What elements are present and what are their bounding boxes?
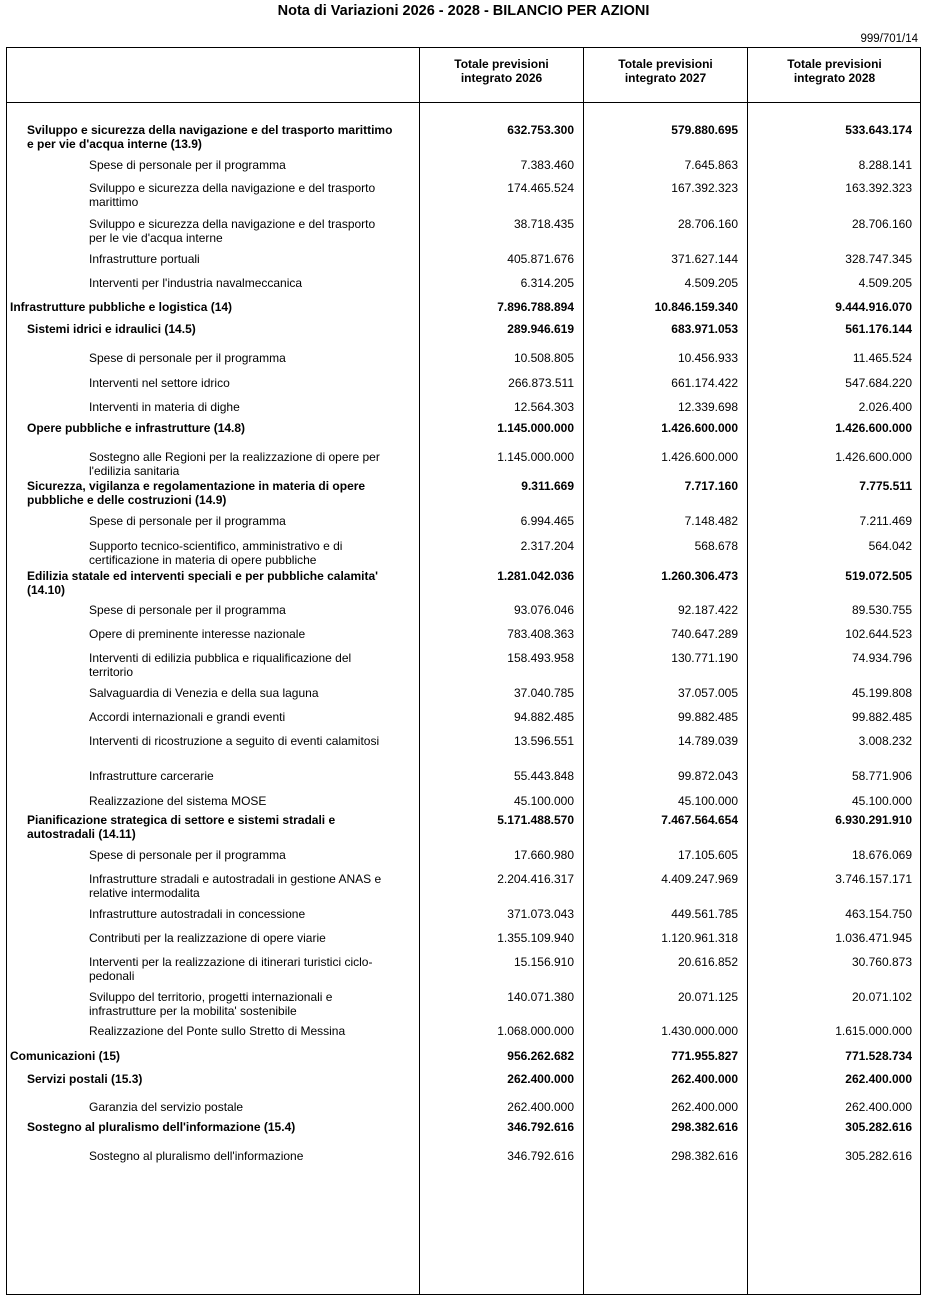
column-divider <box>419 47 420 1295</box>
row-value-2028: 11.465.524 <box>852 351 912 365</box>
row-value-2028: 533.643.174 <box>845 123 912 137</box>
row-value-2027: 579.880.695 <box>671 123 738 137</box>
row-value-2028: 262.400.000 <box>845 1100 912 1114</box>
row-label: Sostegno alle Regioni per la realizzazione di opere per l'edilizia sanitaria <box>89 450 380 478</box>
row-label: Interventi in materia di dighe <box>89 400 240 414</box>
row-value-2027: 1.260.306.473 <box>661 569 738 583</box>
row-value-2027: 661.174.422 <box>671 376 738 390</box>
row-value-2027: 12.339.698 <box>677 400 738 414</box>
row-label: Sviluppo del territorio, progetti internazionali e infrastrutture per la mobilita' sostenibile <box>89 990 333 1018</box>
row-label: Spese di personale per il programma <box>89 158 286 172</box>
column-header-line2: integrato 2027 <box>624 71 707 85</box>
row-value-2027: 298.382.616 <box>671 1120 738 1134</box>
row-label: Infrastrutture stradali e autostradali in gestione ANAS e relative intermodalita <box>89 872 382 900</box>
row-value-2026: 2.317.204 <box>520 539 574 553</box>
row-value-2028: 163.392.323 <box>845 181 912 195</box>
row-value-2028: 74.934.796 <box>851 651 912 665</box>
row-value-2027: 1.426.600.000 <box>661 421 738 435</box>
row-label: Sostegno al pluralismo dell'informazione (15.4) <box>27 1120 296 1134</box>
row-value-2028: 9.444.916.070 <box>835 300 912 314</box>
row-value-2027: 14.789.039 <box>677 734 738 748</box>
row-value-2027: 17.105.605 <box>677 848 738 862</box>
row-value-2027: 1.430.000.000 <box>661 1024 738 1038</box>
row-value-2028: 45.100.000 <box>851 794 912 808</box>
row-label: Sostegno al pluralismo dell'informazione <box>89 1149 304 1163</box>
row-value-2026: 38.718.435 <box>513 217 574 231</box>
column-header-2028 <box>748 57 921 97</box>
row-value-2027: 7.717.160 <box>684 479 738 493</box>
row-value-2026: 371.073.043 <box>507 907 574 921</box>
column-divider <box>747 47 748 1295</box>
row-value-2026: 262.400.000 <box>507 1072 574 1086</box>
row-label: Contributi per la realizzazione di opere viarie <box>89 931 326 945</box>
row-label: Infrastrutture pubbliche e logistica (14) <box>10 300 233 314</box>
row-value-2027: 4.509.205 <box>684 276 738 290</box>
row-value-2028: 7.775.511 <box>859 479 912 493</box>
row-value-2028: 6.930.291.910 <box>835 813 912 827</box>
row-value-2028: 30.760.873 <box>851 955 912 969</box>
row-value-2026: 1.068.000.000 <box>497 1024 574 1038</box>
row-value-2026: 266.873.511 <box>508 376 574 390</box>
row-value-2028: 58.771.906 <box>851 769 912 783</box>
row-value-2027: 7.148.482 <box>684 514 738 528</box>
row-value-2026: 783.408.363 <box>507 627 574 641</box>
row-value-2026: 174.465.524 <box>507 181 574 195</box>
row-value-2028: 45.199.808 <box>851 686 912 700</box>
row-value-2027: 298.382.616 <box>671 1149 738 1163</box>
row-label: Spese di personale per il programma <box>89 603 286 617</box>
row-value-2027: 20.616.852 <box>677 955 738 969</box>
column-header-line2: integrato 2028 <box>793 71 876 85</box>
row-value-2028: 3.746.157.171 <box>835 872 912 886</box>
row-label: Infrastrutture autostradali in concessione <box>89 907 306 921</box>
row-value-2028: 564.042 <box>868 539 912 553</box>
row-value-2028: 99.882.485 <box>851 710 912 724</box>
row-value-2027: 7.645.863 <box>684 158 738 172</box>
row-label: Pianificazione strategica di settore e sistemi stradali e autostradali (14.11) <box>27 813 336 841</box>
row-value-2028: 561.176.144 <box>845 322 912 336</box>
row-value-2026: 289.946.619 <box>507 322 574 336</box>
row-value-2026: 17.660.980 <box>513 848 574 862</box>
row-value-2026: 13.596.551 <box>513 734 574 748</box>
row-value-2027: 4.409.247.969 <box>661 872 738 886</box>
row-value-2028: 305.282.616 <box>845 1149 912 1163</box>
row-value-2028: 3.008.232 <box>858 734 912 748</box>
row-label: Accordi internazionali e grandi eventi <box>89 710 286 724</box>
row-value-2028: 463.154.750 <box>845 907 912 921</box>
row-label: Opere pubbliche e infrastrutture (14.8) <box>27 421 246 435</box>
row-value-2028: 305.282.616 <box>845 1120 912 1134</box>
row-value-2027: 10.846.159.340 <box>654 300 738 314</box>
row-value-2027: 1.120.961.318 <box>661 931 738 945</box>
row-value-2027: 28.706.160 <box>677 217 738 231</box>
column-header-2026 <box>420 57 583 97</box>
row-value-2027: 262.400.000 <box>671 1100 738 1114</box>
row-value-2028: 519.072.505 <box>845 569 912 583</box>
row-value-2028: 328.747.345 <box>845 252 912 266</box>
row-value-2026: 55.443.848 <box>513 769 574 783</box>
row-label: Realizzazione del Ponte sullo Stretto di Messina <box>89 1024 346 1038</box>
row-value-2026: 1.281.042.036 <box>497 569 574 583</box>
row-value-2027: 167.392.323 <box>671 181 738 195</box>
row-value-2028: 4.509.205 <box>858 276 912 290</box>
column-header-line2: integrato 2026 <box>460 71 543 85</box>
row-label: Salvaguardia di Venezia e della sua laguna <box>89 686 319 700</box>
column-header-line1: Totale previsioni <box>787 57 882 71</box>
column-header-2027 <box>584 57 747 97</box>
row-value-2028: 1.615.000.000 <box>835 1024 912 1038</box>
row-value-2026: 5.171.488.570 <box>497 813 574 827</box>
row-value-2026: 93.076.046 <box>513 603 574 617</box>
column-divider <box>583 47 584 1295</box>
row-value-2026: 1.145.000.000 <box>497 421 574 435</box>
row-value-2027: 130.771.190 <box>671 651 738 665</box>
row-label: Spese di personale per il programma <box>89 848 286 862</box>
row-label: Garanzia del servizio postale <box>89 1100 244 1114</box>
row-value-2026: 7.383.460 <box>520 158 574 172</box>
row-value-2028: 18.676.069 <box>851 848 912 862</box>
row-value-2027: 7.467.564.654 <box>661 813 738 827</box>
row-label: Sviluppo e sicurezza della navigazione e del trasporto marittimo <box>89 181 376 209</box>
row-value-2026: 956.262.682 <box>507 1049 574 1063</box>
row-value-2026: 15.156.910 <box>513 955 574 969</box>
row-label: Interventi per la realizzazione di itinerari turistici ciclo-pedonali <box>89 955 373 983</box>
row-value-2026: 1.145.000.000 <box>497 450 574 464</box>
row-value-2027: 740.647.289 <box>671 627 738 641</box>
row-value-2026: 9.311.669 <box>521 479 574 493</box>
column-header-line1: Totale previsioni <box>618 57 713 71</box>
row-value-2027: 92.187.422 <box>677 603 738 617</box>
row-value-2027: 683.971.053 <box>671 322 738 336</box>
row-value-2028: 262.400.000 <box>845 1072 912 1086</box>
row-value-2027: 449.561.785 <box>671 907 738 921</box>
row-value-2027: 568.678 <box>694 539 738 553</box>
row-value-2026: 45.100.000 <box>513 794 574 808</box>
row-label: Sviluppo e sicurezza della navigazione e del trasporto per le vie d'acqua interne <box>89 217 376 245</box>
row-label: Edilizia statale ed interventi speciali e per pubbliche calamita' (14.10) <box>27 569 378 597</box>
row-label: Servizi postali (15.3) <box>27 1072 143 1086</box>
row-label: Interventi di edilizia pubblica e riqualificazione del territorio <box>89 651 352 679</box>
row-value-2026: 346.792.616 <box>507 1149 574 1163</box>
row-value-2027: 45.100.000 <box>677 794 738 808</box>
row-value-2028: 8.288.141 <box>858 158 912 172</box>
row-value-2026: 405.871.676 <box>507 252 574 266</box>
row-value-2028: 28.706.160 <box>851 217 912 231</box>
row-value-2028: 1.426.600.000 <box>835 450 912 464</box>
document-code: 999/701/14 <box>860 33 918 45</box>
column-header-line1: Totale previsioni <box>454 57 549 71</box>
row-label: Comunicazioni (15) <box>10 1049 121 1063</box>
row-value-2027: 99.882.485 <box>677 710 738 724</box>
row-value-2027: 262.400.000 <box>671 1072 738 1086</box>
row-label: Interventi nel settore idrico <box>89 376 230 390</box>
row-value-2027: 371.627.144 <box>671 252 738 266</box>
row-label: Sistemi idrici e idraulici (14.5) <box>27 322 196 336</box>
row-value-2026: 262.400.000 <box>507 1100 574 1114</box>
row-value-2026: 140.071.380 <box>507 990 574 1004</box>
row-value-2026: 6.314.205 <box>520 276 574 290</box>
row-value-2028: 102.644.523 <box>845 627 912 641</box>
row-value-2028: 771.528.734 <box>845 1049 912 1063</box>
row-label: Spese di personale per il programma <box>89 514 286 528</box>
row-value-2027: 37.057.005 <box>677 686 738 700</box>
row-value-2026: 7.896.788.894 <box>497 300 574 314</box>
row-label: Sviluppo e sicurezza della navigazione e del trasporto marittimo e per vie d'acqua interne (13.9) <box>27 123 393 151</box>
row-value-2028: 20.071.102 <box>851 990 912 1004</box>
row-value-2026: 346.792.616 <box>507 1120 574 1134</box>
row-value-2027: 771.955.827 <box>671 1049 738 1063</box>
row-label: Realizzazione del sistema MOSE <box>89 794 267 808</box>
row-value-2027: 99.872.043 <box>677 769 738 783</box>
row-label: Sicurezza, vigilanza e regolamentazione in materia di opere pubbliche e delle costruzioni (14.9) <box>27 479 366 507</box>
row-value-2026: 1.355.109.940 <box>497 931 574 945</box>
row-label: Interventi di ricostruzione a seguito di eventi calamitosi <box>89 734 380 748</box>
row-value-2028: 547.684.220 <box>845 376 912 390</box>
row-label: Infrastrutture carcerarie <box>89 769 214 783</box>
row-value-2028: 7.211.469 <box>859 514 912 528</box>
row-value-2026: 94.882.485 <box>513 710 574 724</box>
row-value-2026: 6.994.465 <box>520 514 574 528</box>
row-value-2026: 10.508.805 <box>513 351 574 365</box>
page-title: Nota di Variazioni 2026 - 2028 - BILANCIO PER AZIONI <box>277 3 650 19</box>
row-value-2028: 89.530.755 <box>851 603 912 617</box>
row-label: Opere di preminente interesse nazionale <box>89 627 306 641</box>
row-value-2026: 632.753.300 <box>507 123 574 137</box>
row-value-2026: 37.040.785 <box>513 686 574 700</box>
row-label: Spese di personale per il programma <box>89 351 286 365</box>
row-value-2027: 20.071.125 <box>677 990 738 1004</box>
row-value-2026: 12.564.303 <box>513 400 574 414</box>
row-value-2028: 1.036.471.945 <box>835 931 912 945</box>
row-value-2026: 2.204.416.317 <box>497 872 574 886</box>
row-value-2027: 10.456.933 <box>677 351 738 365</box>
row-label: Supporto tecnico-scientifico, amministrativo e di certificazione in materia di opere pubbliche <box>89 539 343 567</box>
row-value-2028: 1.426.600.000 <box>835 421 912 435</box>
row-value-2026: 158.493.958 <box>507 651 574 665</box>
row-label: Interventi per l'industria navalmeccanica <box>89 276 303 290</box>
row-value-2028: 2.026.400 <box>858 400 912 414</box>
row-label: Infrastrutture portuali <box>89 252 200 266</box>
header-divider <box>6 102 921 103</box>
row-value-2027: 1.426.600.000 <box>661 450 738 464</box>
